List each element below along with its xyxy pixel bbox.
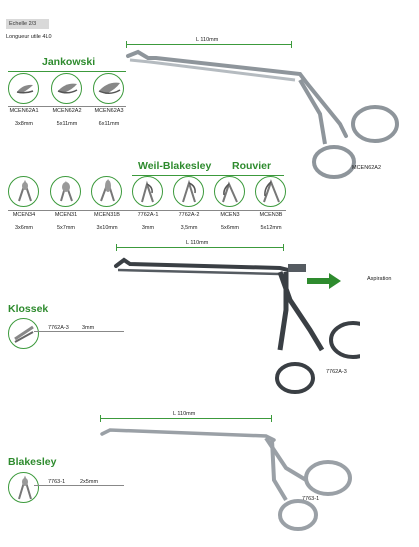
klossek-title: Klossek [8, 303, 49, 315]
blakesley-length-label: L 110mm [173, 411, 196, 417]
blakesley-instrument-code: 7763-1 [302, 496, 320, 502]
rouvier-title: Rouvier [232, 160, 272, 172]
klossek-divider [34, 331, 124, 332]
aspiration-arrow-shaft [307, 278, 329, 284]
forceps-tip-icon [256, 177, 287, 208]
jankowski-code-2: MCEN62A2 [52, 108, 82, 114]
row2-size-7: 5x12mm [260, 225, 282, 231]
row2-tip-1-circle [8, 176, 39, 207]
jankowski-underline [8, 71, 126, 72]
row2-tip-2-circle [50, 176, 81, 207]
jankowski-divider [8, 106, 126, 107]
jankowski-size-2: 5x11mm [56, 121, 78, 127]
blakesley-size: 2x5mm [80, 479, 99, 485]
blakesley-code: 7763-1 [48, 479, 66, 485]
blakesley-divider [34, 485, 124, 486]
forceps-tip-icon [9, 319, 40, 350]
row2-size-1: 3x6mm [14, 225, 34, 231]
klossek-size: 3mm [82, 325, 95, 331]
klossek-length-dimension [116, 247, 284, 248]
row2-tip-5-circle [173, 176, 204, 207]
aspiration-arrow-icon [329, 273, 341, 289]
row2-size-5: 3,5mm [180, 225, 198, 231]
jankowski-size-3: 6x11mm [98, 121, 120, 127]
forceps-tip-icon [9, 74, 40, 105]
jankowski-tip-2-circle [51, 73, 82, 104]
blakesley-tip-circle [8, 472, 39, 503]
forceps-tip-icon [52, 74, 83, 105]
row2-code-7: MCEN3B [259, 212, 283, 218]
klossek-length-label: L 110mm [186, 240, 209, 246]
row2-size-4: 3mm [141, 225, 155, 231]
row2-tip-7-circle [255, 176, 286, 207]
row2-divider [8, 210, 286, 211]
row2-size-6: 5x6mm [220, 225, 240, 231]
forceps-tip-icon [9, 473, 40, 504]
blakesley-title: Blakesley [8, 456, 57, 468]
row2-tip-6-circle [214, 176, 245, 207]
jankowski-length-label: L 110mm [196, 37, 219, 43]
forceps-tip-icon [9, 177, 40, 208]
scale-tag: Echelle 2/3 [6, 19, 49, 29]
jankowski-size-1: 3x8mm [14, 121, 34, 127]
row2-code-4: 7762A-1 [137, 212, 159, 218]
forceps-tip-icon [92, 177, 123, 208]
forceps-tip-icon [174, 177, 205, 208]
forceps-tip-icon [51, 177, 82, 208]
blakesley-instrument-image [96, 420, 356, 540]
klossek-instrument-image [110, 250, 360, 400]
jankowski-code-3: MCEN62A3 [94, 108, 124, 114]
row2-code-5: 7762A-2 [178, 212, 200, 218]
jankowski-code-1: MCEN62A1 [9, 108, 39, 114]
row2-code-2: MCEN31 [54, 212, 78, 218]
row2-code-6: MCEN3 [220, 212, 240, 218]
jankowski-title: Jankowski [42, 56, 96, 68]
klossek-code: 7762A-3 [48, 325, 69, 331]
forceps-tip-icon [215, 177, 246, 208]
row2-tip-3-circle [91, 176, 122, 207]
row2-code-1: MCEN34 [12, 212, 36, 218]
forceps-tip-icon [133, 177, 164, 208]
klossek-tip-circle [8, 318, 39, 349]
row2-code-3: MCEN31B [94, 212, 120, 218]
row2-size-3: 3x10mm [96, 225, 118, 231]
blakesley-length-dimension [100, 418, 272, 419]
row2-tip-4-circle [132, 176, 163, 207]
aspiration-label: Aspiration [367, 276, 392, 282]
klossek-instrument-code: 7762A-3 [326, 369, 347, 375]
useful-length-label: Longueur utile 4L0 [6, 34, 52, 40]
weil-blakesley-title: Weil-Blakesley [138, 160, 212, 172]
jankowski-tip-1-circle [8, 73, 39, 104]
jankowski-instrument-code: MCEN62A2 [352, 165, 382, 171]
row2-size-2: 5x7mm [56, 225, 76, 231]
